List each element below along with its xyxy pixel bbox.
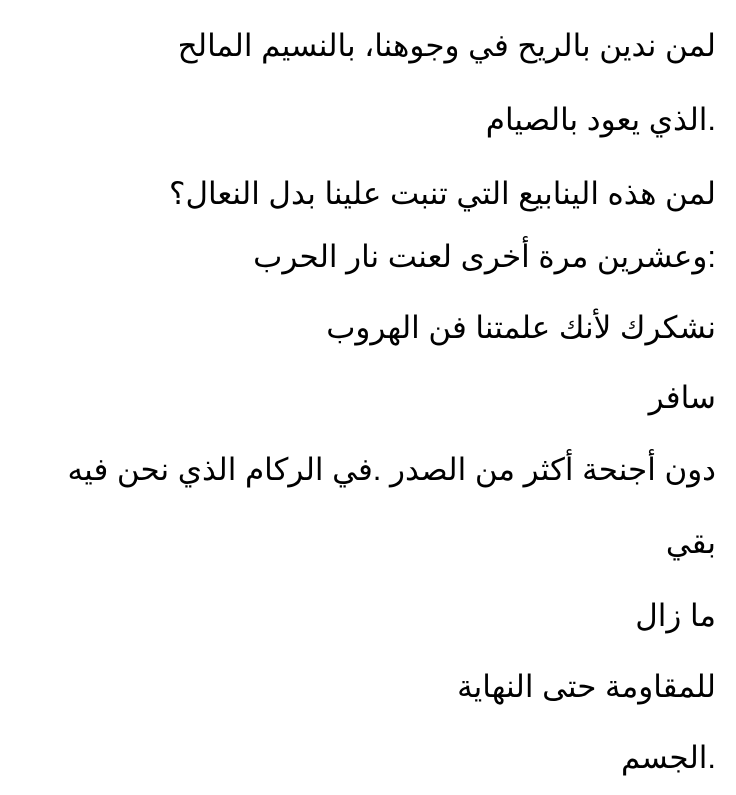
- poem-line: دون أجنحة أكثر من الصدر .في الركام الذي نحن فيه: [67, 452, 716, 487]
- poem-line: :وعشرين مرة أخرى لعنت نار الحرب: [253, 239, 716, 274]
- poem-line: بقي: [665, 525, 716, 560]
- poem-line: لمن ندين بالريح في وجوهنا، بالنسيم المالح: [177, 28, 716, 63]
- poem-line: نشكرك لأنك علمتنا فن الهروب: [326, 310, 716, 345]
- poem-line: لمن هذه الينابيع التي تنبت علينا بدل النعال؟: [169, 176, 716, 211]
- poem-line: سافر: [648, 380, 716, 415]
- poem-line: .الذي يعود بالصيام: [485, 102, 716, 137]
- poem-line: ما زال: [635, 598, 716, 633]
- poem-line: .الجسم: [621, 740, 716, 775]
- poem-line: للمقاومة حتى النهاية: [457, 669, 716, 704]
